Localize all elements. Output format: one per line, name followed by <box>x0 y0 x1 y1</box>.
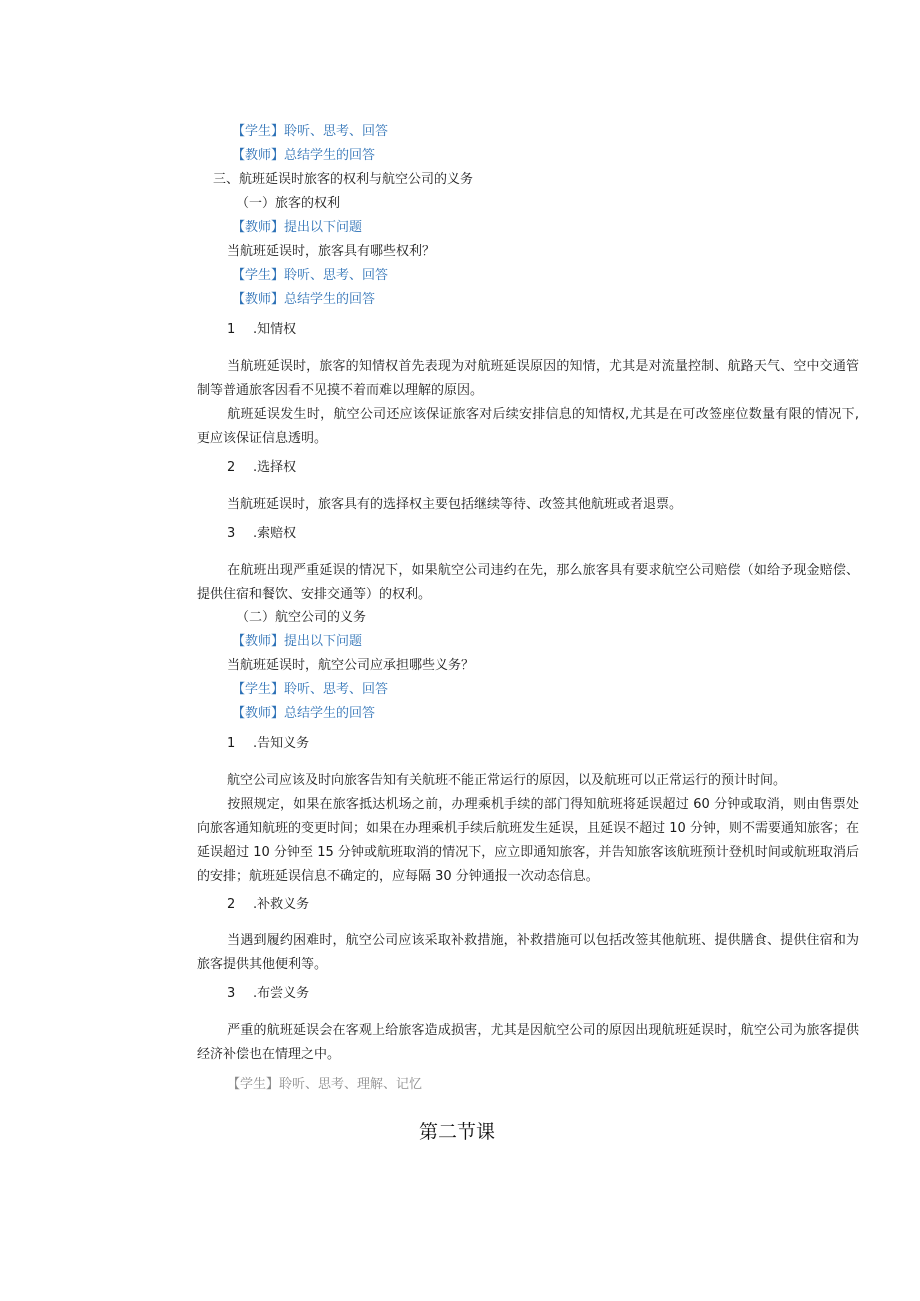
question-line: 当航班延误时，航空公司应承担哪些义务？ <box>227 658 475 673</box>
item-heading <box>227 524 296 544</box>
body-paragraph: 航空公司应该及时向旅客告知有关航班不能正常运行的原因，以及航班可以正常运行的预计时间。 <box>227 773 787 788</box>
item-title: .补救义务 <box>253 897 310 912</box>
item-number: 1 <box>227 736 236 751</box>
subsection-heading: （一）旅客的权利 <box>236 196 341 211</box>
body-paragraph: 航班延误发生时，航空公司还应该保证旅客对后续安排信息的知情权,尤其是在可改签座位数量有限的情况下,更应该保证信息透明。 <box>197 407 859 446</box>
body-paragraph: 当航班延误时，旅客具有的选择权主要包括继续等待、改签其他航班或者退票。 <box>227 497 683 512</box>
teacher-activity-line: 【教师】总结学生的回答 <box>232 706 376 721</box>
teacher-activity-line: 【教师】总结学生的回答 <box>232 148 376 163</box>
body-paragraph: 当航班延误时，旅客的知情权首先表现为对航班延误原因的知情，尤其是对流量控制、航路天气、空中交通管制等普通旅客因看不见摸不着而难以理解的原因。 <box>197 359 859 398</box>
item-title: .告知义务 <box>253 736 310 751</box>
section-title: 第二节课 <box>418 1121 495 1143</box>
item-number: 2 <box>227 460 236 475</box>
item-number: 2 <box>227 897 236 912</box>
item-heading <box>227 734 309 754</box>
item-heading <box>227 458 296 478</box>
subsection-heading: （二）航空公司的义务 <box>236 610 367 625</box>
student-activity-line: 【学生】聆听、思考、理解、记忆 <box>227 1077 423 1092</box>
item-title: .布尝义务 <box>253 986 310 1001</box>
teacher-activity-line: 【教师】总结学生的回答 <box>232 292 376 307</box>
item-number: 3 <box>227 986 236 1001</box>
section-heading: 三、航班延误时旅客的权利与航空公司的义务 <box>213 172 474 187</box>
item-title: .选择权 <box>253 460 297 475</box>
student-activity-line: 【学生】聆听、思考、回答 <box>232 268 389 283</box>
teacher-activity-line: 【教师】提出以下问题 <box>232 220 363 235</box>
item-title: .索赔权 <box>253 526 297 541</box>
teacher-activity-line: 【教师】提出以下问题 <box>232 634 363 649</box>
item-title: .知情权 <box>253 322 297 337</box>
item-heading <box>227 320 296 340</box>
body-paragraph: 严重的航班延误会在客观上给旅客造成损害，尤其是因航空公司的原因出现航班延误时，航空公司为旅客提供经济补偿也在情理之中。 <box>197 1023 859 1062</box>
item-heading <box>227 984 309 1004</box>
question-line: 当航班延误时，旅客具有哪些权利？ <box>227 244 436 259</box>
body-paragraph: 当遇到履约困难时，航空公司应该采取补救措施，补救措施可以包括改签其他航班、提供膳食、提供住宿和为旅客提供其他便利等。 <box>197 933 859 972</box>
item-number: 3 <box>227 526 236 541</box>
student-activity-line: 【学生】聆听、思考、回答 <box>232 124 389 139</box>
item-heading <box>227 895 309 915</box>
body-paragraph: 在航班出现严重延误的情况下，如果航空公司违约在先，那么旅客具有要求航空公司赔偿（如给予现金赔偿、提供住宿和餐饮、安排交通等）的权利。 <box>197 563 859 602</box>
student-activity-line: 【学生】聆听、思考、回答 <box>232 682 389 697</box>
item-number: 1 <box>227 322 236 337</box>
body-paragraph: 按照规定，如果在旅客抵达机场之前，办理乘机手续的部门得知航班将延误超过 60 分钟或取消，则由售票处向旅客通知航班的变更时间；如果在办理乘机手续后航班发生延误，且延误不超过 10 分钟，则不需要通知旅客；在延误超过 10 分钟至 15 分钟或航班取消的情况下，应立即通知旅客，并告知旅客该航班预计登机时间或航班取消后的安排；航班延误信息不确定的，应每隔 30 分钟通报一次动态信息。 <box>197 797 859 884</box>
